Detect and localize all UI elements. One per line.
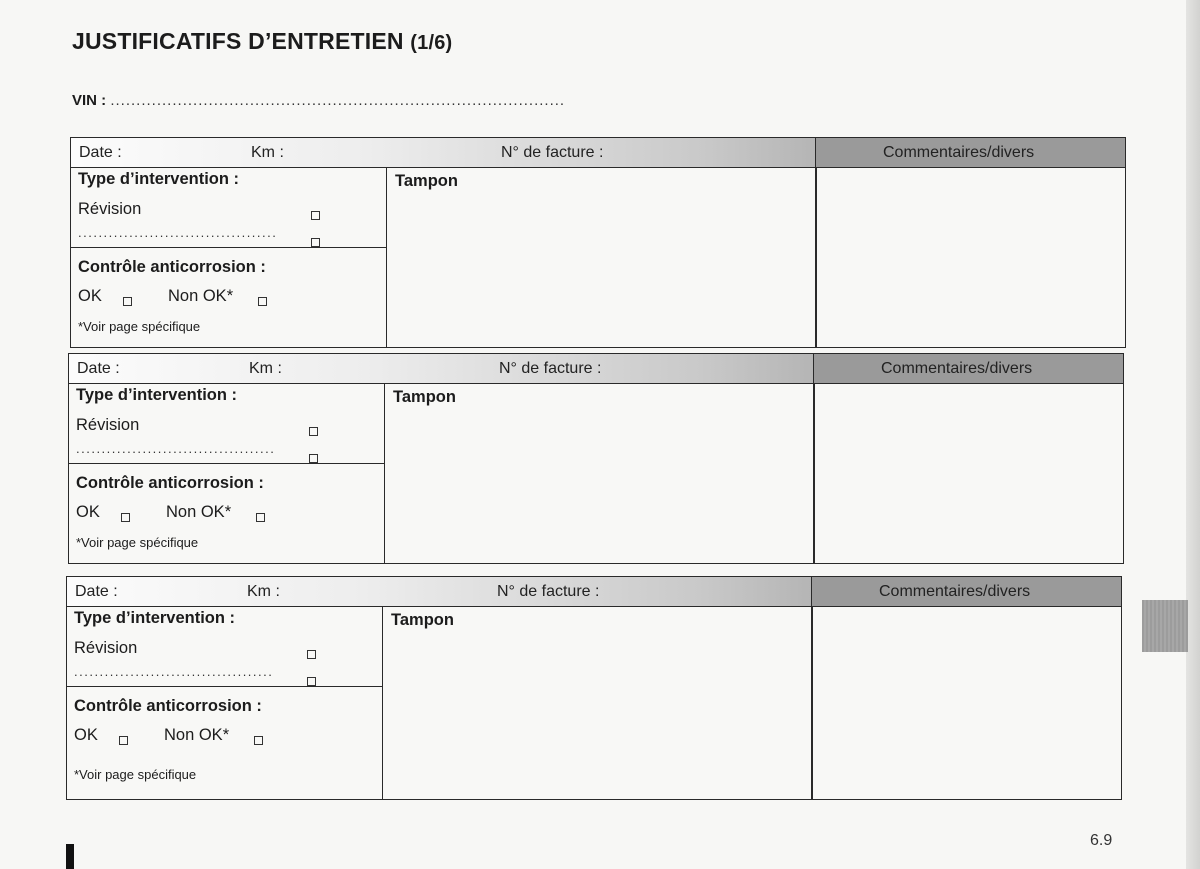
other-intervention-checkbox[interactable] <box>307 677 316 686</box>
invoice-label: N° de facture : <box>499 360 602 377</box>
margin-mark <box>66 844 74 869</box>
anticorrosion-label: Contrôle anticorrosion : <box>74 697 262 715</box>
revision-checkbox[interactable] <box>309 427 318 436</box>
non-ok-checkbox[interactable] <box>258 297 267 306</box>
intervention-column <box>69 384 385 563</box>
date-label: Date : <box>77 360 120 377</box>
ok-checkbox[interactable] <box>119 736 128 745</box>
ok-label: OK <box>76 503 100 521</box>
comments-label: Commentaires/divers <box>883 144 1035 161</box>
invoice-label: N° de facture : <box>497 583 600 600</box>
non-ok-label: Non OK* <box>164 726 230 744</box>
page-edge <box>1186 0 1200 869</box>
comments-label: Commentaires/divers <box>881 360 1033 377</box>
page-title-part: (1/6) <box>410 32 453 54</box>
date-label: Date : <box>75 583 118 600</box>
header-left-band <box>71 138 815 167</box>
stamp-label: Tampon <box>393 388 456 406</box>
specific-page-note: *Voir page spécifique <box>76 535 199 550</box>
record-header <box>71 138 1125 168</box>
km-label: Km : <box>247 583 280 600</box>
specific-page-note: *Voir page spécifique <box>74 767 197 782</box>
record-header <box>67 577 1121 607</box>
page-title <box>72 28 452 55</box>
page-number: 6.9 <box>1090 832 1113 849</box>
comments-divider <box>815 168 817 347</box>
revision-checkbox[interactable] <box>311 211 320 220</box>
header-left-band <box>67 577 811 606</box>
vin-line <box>72 92 565 109</box>
intervention-type-block <box>67 607 382 687</box>
km-label: Km : <box>249 360 282 377</box>
intervention-type-label: Type d’intervention : <box>74 609 236 627</box>
maintenance-record-3 <box>66 576 1122 800</box>
ok-label: OK <box>74 726 98 744</box>
other-intervention-dots: ....................................... <box>74 664 274 679</box>
other-intervention-checkbox[interactable] <box>311 238 320 247</box>
page-title-text: JUSTIFICATIFS D’ENTRETIEN <box>72 28 404 54</box>
stamp-label: Tampon <box>391 611 454 629</box>
ok-checkbox[interactable] <box>123 297 132 306</box>
intervention-column <box>71 168 387 347</box>
specific-page-note: *Voir page spécifique <box>78 319 201 334</box>
other-intervention-checkbox[interactable] <box>309 454 318 463</box>
maintenance-record-1 <box>70 137 1126 348</box>
comments-divider <box>813 384 815 563</box>
section-tab <box>1142 600 1188 652</box>
comments-label: Commentaires/divers <box>879 583 1031 600</box>
non-ok-checkbox[interactable] <box>256 513 265 522</box>
maintenance-record-2 <box>68 353 1124 564</box>
revision-label: Révision <box>78 200 142 218</box>
revision-label: Révision <box>76 416 140 434</box>
record-header <box>69 354 1123 384</box>
intervention-type-label: Type d’intervention : <box>78 170 240 188</box>
invoice-label: N° de facture : <box>501 144 604 161</box>
other-intervention-dots: ....................................... <box>76 441 276 456</box>
comments-divider <box>811 607 813 799</box>
header-left-band <box>69 354 813 383</box>
other-intervention-dots: ....................................... <box>78 225 278 240</box>
non-ok-label: Non OK* <box>166 503 232 521</box>
intervention-column <box>67 607 383 799</box>
non-ok-label: Non OK* <box>168 287 234 305</box>
ok-checkbox[interactable] <box>121 513 130 522</box>
ok-label: OK <box>78 287 102 305</box>
revision-checkbox[interactable] <box>307 650 316 659</box>
km-label: Km : <box>251 144 284 161</box>
intervention-type-block <box>69 384 384 464</box>
intervention-type-block <box>71 168 386 248</box>
anticorrosion-label: Contrôle anticorrosion : <box>76 474 264 492</box>
date-label: Date : <box>79 144 122 161</box>
vin-label: VIN : <box>72 92 107 109</box>
stamp-label: Tampon <box>395 172 458 190</box>
revision-label: Révision <box>74 639 138 657</box>
intervention-type-label: Type d’intervention : <box>76 386 238 404</box>
vin-dots: ........................................................................................ <box>110 92 566 109</box>
anticorrosion-label: Contrôle anticorrosion : <box>78 258 266 276</box>
non-ok-checkbox[interactable] <box>254 736 263 745</box>
